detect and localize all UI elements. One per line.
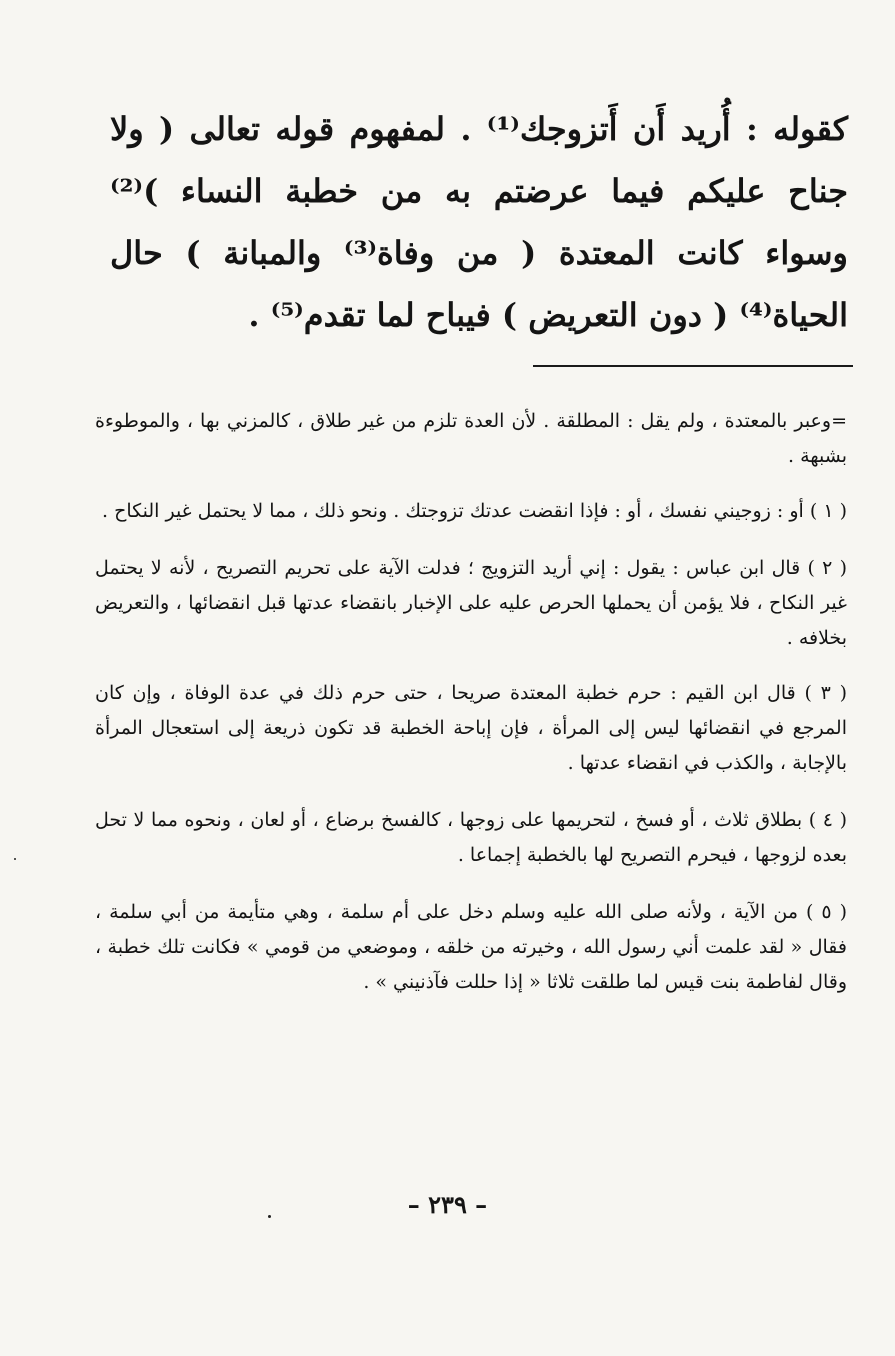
- main-paragraph: كقوله : أُريد أَن أَتزوجك⁽¹⁾ . لمفهوم قوله تعالى ( ولا جناح عليكم فيما عرضتم به من خطبة النساء )⁽²⁾ وسواء كانت المعتدة ( من وفاة⁽³⁾ والمبانة ) حال الحياة⁽⁴⁾ ( دون التعريض ) فيباح لما تقدم⁽⁵⁾ .: [110, 110, 849, 334]
- footnote-4: ( ٤ ) بطلاق ثلاث ، أو فسخ ، لتحريمها على زوجها ، كالفسخ برضاع ، أو لعان ، ونحوه مما لا تحل بعده لزوجها ، فيحرم التصريح لها بالخطبة إجماعا .: [95, 809, 847, 866]
- footnote-separator: [533, 365, 853, 367]
- scan-speck: [14, 858, 16, 860]
- footnotes-section: [95, 404, 847, 1000]
- page-number: – ٢٣٩ –: [407, 1190, 488, 1219]
- footnote-2: ( ٢ ) قال ابن عباس : يقول : إني أريد التزويج ؛ فدلت الآية على تحريم التصريح ، لأنه لا يحتمل غير النكاح ، فلا يؤمن أن يحملها الحرص عليه على الإخبار بانقضاء عدتها قبل انقضائها ، والتعريض بخلافه .: [95, 557, 848, 649]
- footnote-1: ( ١ ) أو : زوجيني نفسك ، أو : فإذا انقضت عدتك تزوجتك . ونحو ذلك ، مما لا يحتمل غير النكاح .: [102, 500, 847, 522]
- footnote-continuation: =وعبر بالمعتدة ، ولم يقل : المطلقة . لأن العدة تلزم من غير طلاق ، كالمزني بها ، والموطوءة بشبهة .: [95, 410, 847, 467]
- footnote-5: ( ٥ ) من الآية ، ولأنه صلى الله عليه وسلم دخل على أم سلمة ، وهي متأيمة من أبي سلمة ، فقال « لقد علمت أني رسول الله ، وخيرته من خلقه ، وموضعي من قومي » فكانت تلك خطبة ، وقال لفاطمة بنت قيس لما طلقت ثلاثا « إذا حللت فآذنيني » .: [95, 901, 848, 993]
- footnote-3: ( ٣ ) قال ابن القيم : حرم خطبة المعتدة صريحا ، حتى حرم ذلك في عدة الوفاة ، وإن كان المرجع في انقضائها ليس إلى المرأة ، فإن إباحة الخطبة قد تكون ذريعة إلى استعجال المرأة بالإجابة ، والكذب في انقضاء عدتها .: [95, 682, 847, 774]
- main-text-block: [110, 98, 848, 346]
- scan-speck: [268, 1215, 271, 1218]
